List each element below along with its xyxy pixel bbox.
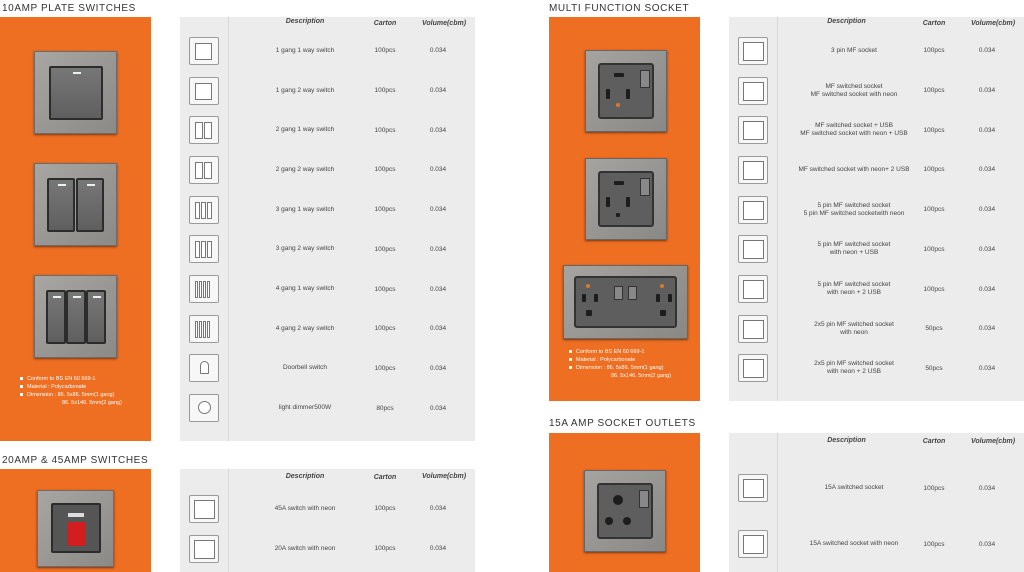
table-row	[180, 71, 475, 111]
spec-table-socket-outlets	[729, 433, 1024, 572]
double-mf-socket-icon	[738, 315, 768, 343]
row-volume: 0.034	[978, 206, 996, 214]
row-description: 2x5 pin MF switched socket with neon + 2 USB	[814, 360, 894, 376]
row-description: 15A switched socket	[824, 484, 884, 491]
section-title-socket-outlets: 15A AMP SOCKET OUTLETS	[549, 418, 696, 429]
1-gang-switch-icon	[189, 37, 219, 65]
header-volume: Volume(cbm)	[970, 438, 1016, 445]
table-row	[729, 516, 1024, 572]
row-carton: 80pcs	[376, 404, 394, 412]
header-volume: Volume(cbm)	[421, 473, 467, 480]
dimmer-icon	[189, 394, 219, 422]
header-description: Description	[827, 18, 866, 25]
4-gang-2way-switch-icon	[189, 315, 219, 343]
row-description: MF switched socket with neon+ 2 USB	[798, 165, 910, 173]
row-description: 1 gang 2 way switch	[275, 86, 335, 94]
header-carton: Carton	[373, 474, 397, 481]
row-description: 3 pin MF socket	[831, 46, 877, 54]
row-volume: 0.034	[978, 47, 996, 55]
row-carton: 100pcs	[374, 87, 396, 95]
section-title-plate-switches: 10AMP PLATE SWITCHES	[2, 3, 136, 14]
header-description: Description	[285, 473, 325, 480]
row-carton: 100pcs	[374, 47, 396, 55]
row-carton: 100pcs	[923, 484, 945, 492]
section-title-amp-switches: 20AMP & 45AMP SWITCHES	[2, 455, 149, 466]
row-carton: 100pcs	[923, 47, 945, 55]
row-volume: 0.034	[429, 87, 447, 95]
2-gang-switch-icon	[189, 116, 219, 144]
row-description: 3 gang 2 way switch	[275, 245, 335, 253]
row-volume: 0.034	[429, 404, 447, 412]
row-carton: 100pcs	[374, 505, 396, 513]
45a-switch-icon	[189, 495, 219, 523]
row-volume: 0.034	[429, 126, 447, 134]
row-carton: 100pcs	[374, 285, 396, 293]
row-carton: 100pcs	[374, 245, 396, 253]
row-description: 2 gang 2 way switch	[275, 165, 335, 173]
row-description: 2 gang 1 way switch	[275, 126, 335, 134]
row-volume: 0.034	[429, 166, 447, 174]
table-row	[180, 309, 475, 349]
socket-image-double-mf	[563, 265, 688, 339]
product-panel-mf-socket	[549, 17, 700, 401]
row-volume: 0.034	[978, 245, 996, 253]
product-panel-amp-switches	[0, 469, 151, 572]
row-volume: 0.034	[429, 206, 447, 214]
3-gang-2way-switch-icon	[189, 235, 219, 263]
row-carton: 100pcs	[374, 364, 396, 372]
row-volume: 0.034	[429, 47, 447, 55]
header-carton: Carton	[922, 438, 946, 445]
row-description: 4 gang 2 way switch	[275, 324, 335, 332]
row-description: 1 gang 1 way switch	[275, 46, 335, 54]
product-panel-plate-switches	[0, 17, 151, 441]
switch-image-3gang	[34, 275, 117, 358]
row-carton: 100pcs	[374, 206, 396, 214]
row-volume: 0.034	[429, 505, 447, 513]
row-volume: 0.034	[429, 285, 447, 293]
row-volume: 0.034	[978, 540, 996, 548]
row-volume: 0.034	[978, 166, 996, 174]
row-description: 4 gang 1 way switch	[275, 285, 335, 293]
table-row	[180, 150, 475, 190]
section-title-mf-socket: MULTI FUNCTION SOCKET	[549, 3, 690, 14]
product-panel-socket-outlets	[549, 433, 700, 572]
table-row	[180, 110, 475, 150]
row-volume: 0.034	[978, 325, 996, 333]
row-carton: 100pcs	[923, 166, 945, 174]
row-volume: 0.034	[978, 484, 996, 492]
mf-switched-socket-icon	[738, 77, 768, 105]
row-carton: 100pcs	[923, 87, 945, 95]
table-row	[729, 349, 1024, 389]
header-carton: Carton	[373, 20, 397, 27]
table-row	[180, 269, 475, 309]
switch-image-45a	[37, 490, 114, 567]
15a-socket-icon	[738, 474, 768, 502]
bell-icon	[189, 354, 219, 382]
5pin-mf-2usb-socket-icon	[738, 275, 768, 303]
4-gang-switch-icon	[189, 275, 219, 303]
row-carton: 100pcs	[374, 325, 396, 333]
row-volume: 0.034	[978, 87, 996, 95]
mf-usb-socket-icon	[738, 116, 768, 144]
row-description: MF switched socket MF switched socket with neon	[810, 82, 898, 98]
header-description: Description	[827, 437, 866, 444]
table-row	[729, 269, 1024, 309]
row-carton: 100pcs	[923, 126, 945, 134]
row-carton: 50pcs	[925, 364, 943, 372]
row-description: MF switched socket + USB MF switched socket with neon + USB	[800, 122, 908, 138]
row-carton: 100pcs	[923, 540, 945, 548]
header-carton: Carton	[922, 20, 946, 27]
row-description: Doorbell switch	[282, 364, 328, 372]
socket-image-15a	[584, 470, 666, 552]
row-description: 15A switched socket with neon	[809, 540, 899, 547]
double-mf-usb-socket-icon	[738, 354, 768, 382]
15a-socket-neon-icon	[738, 530, 768, 558]
20a-switch-icon	[189, 535, 219, 563]
socket-image-mf	[585, 50, 667, 132]
row-description: 2x5 pin MF switched socket with neon	[814, 320, 894, 336]
row-carton: 100pcs	[923, 245, 945, 253]
table-row	[729, 460, 1024, 516]
spec-table-amp-switches	[180, 469, 475, 572]
switch-image-1gang	[34, 51, 117, 134]
row-description: 45A switch with neon	[274, 504, 336, 512]
switch-image-2gang	[34, 163, 117, 246]
table-row	[180, 489, 475, 529]
table-row	[180, 190, 475, 230]
header-volume: Volume(cbm)	[970, 20, 1016, 27]
socket-image-mf-switched	[585, 158, 667, 240]
row-volume: 0.034	[429, 364, 447, 372]
row-description: 5 pin MF switched socket 5 pin MF switched socketwith neon	[803, 201, 905, 217]
row-carton: 50pcs	[925, 325, 943, 333]
table-row	[180, 349, 475, 389]
row-carton: 100pcs	[374, 166, 396, 174]
2-gang-2way-switch-icon	[189, 156, 219, 184]
row-volume: 0.034	[978, 126, 996, 134]
row-volume: 0.034	[429, 545, 447, 553]
table-row	[180, 31, 475, 71]
5pin-mf-usb-socket-icon	[738, 235, 768, 263]
spec-table-plate-switches	[180, 17, 475, 441]
row-carton: 100pcs	[374, 545, 396, 553]
row-description: 5 pin MF switched socket with neon + USB	[817, 241, 891, 257]
5pin-mf-socket-icon	[738, 196, 768, 224]
spec-table-mf-socket	[729, 17, 1024, 401]
table-row	[729, 150, 1024, 190]
row-carton: 100pcs	[923, 285, 945, 293]
1-gang-2way-switch-icon	[189, 77, 219, 105]
feature-list-plate: Conform to BS EN 60 669-1 Material : Polycarbonate Dimension : 86. 5x86. 5mm(1 gang) 86. 5x146. 5mm(2 gang)	[20, 375, 122, 407]
header-description: Description	[285, 18, 325, 25]
row-description: light dimmer500W	[278, 404, 332, 412]
3-gang-switch-icon	[189, 196, 219, 224]
row-description: 20A switch with neon	[274, 544, 336, 552]
feature-list-mf: Conform to BS EN 60 669-1 Material : Polycarbonate Dimension : 86. 5x86. 5mm(1 gang) 86. 5x146. 5mm(2 gang)	[569, 348, 671, 380]
row-description: 5 pin MF switched socket with neon + 2 USB	[817, 281, 891, 297]
mf-socket-icon	[738, 37, 768, 65]
header-volume: Volume(cbm)	[421, 20, 467, 27]
table-row	[180, 529, 475, 569]
row-volume: 0.034	[429, 245, 447, 253]
table-row	[729, 31, 1024, 71]
table-row	[729, 190, 1024, 230]
table-row	[729, 230, 1024, 270]
row-volume: 0.034	[978, 364, 996, 372]
row-volume: 0.034	[978, 285, 996, 293]
table-row	[180, 388, 475, 428]
table-row	[180, 230, 475, 270]
table-row	[729, 71, 1024, 111]
row-carton: 100pcs	[923, 206, 945, 214]
row-description: 3 gang 1 way switch	[275, 205, 335, 213]
table-row	[729, 309, 1024, 349]
row-volume: 0.034	[429, 325, 447, 333]
mf-2usb-socket-icon	[738, 156, 768, 184]
row-carton: 100pcs	[374, 126, 396, 134]
table-row	[729, 110, 1024, 150]
